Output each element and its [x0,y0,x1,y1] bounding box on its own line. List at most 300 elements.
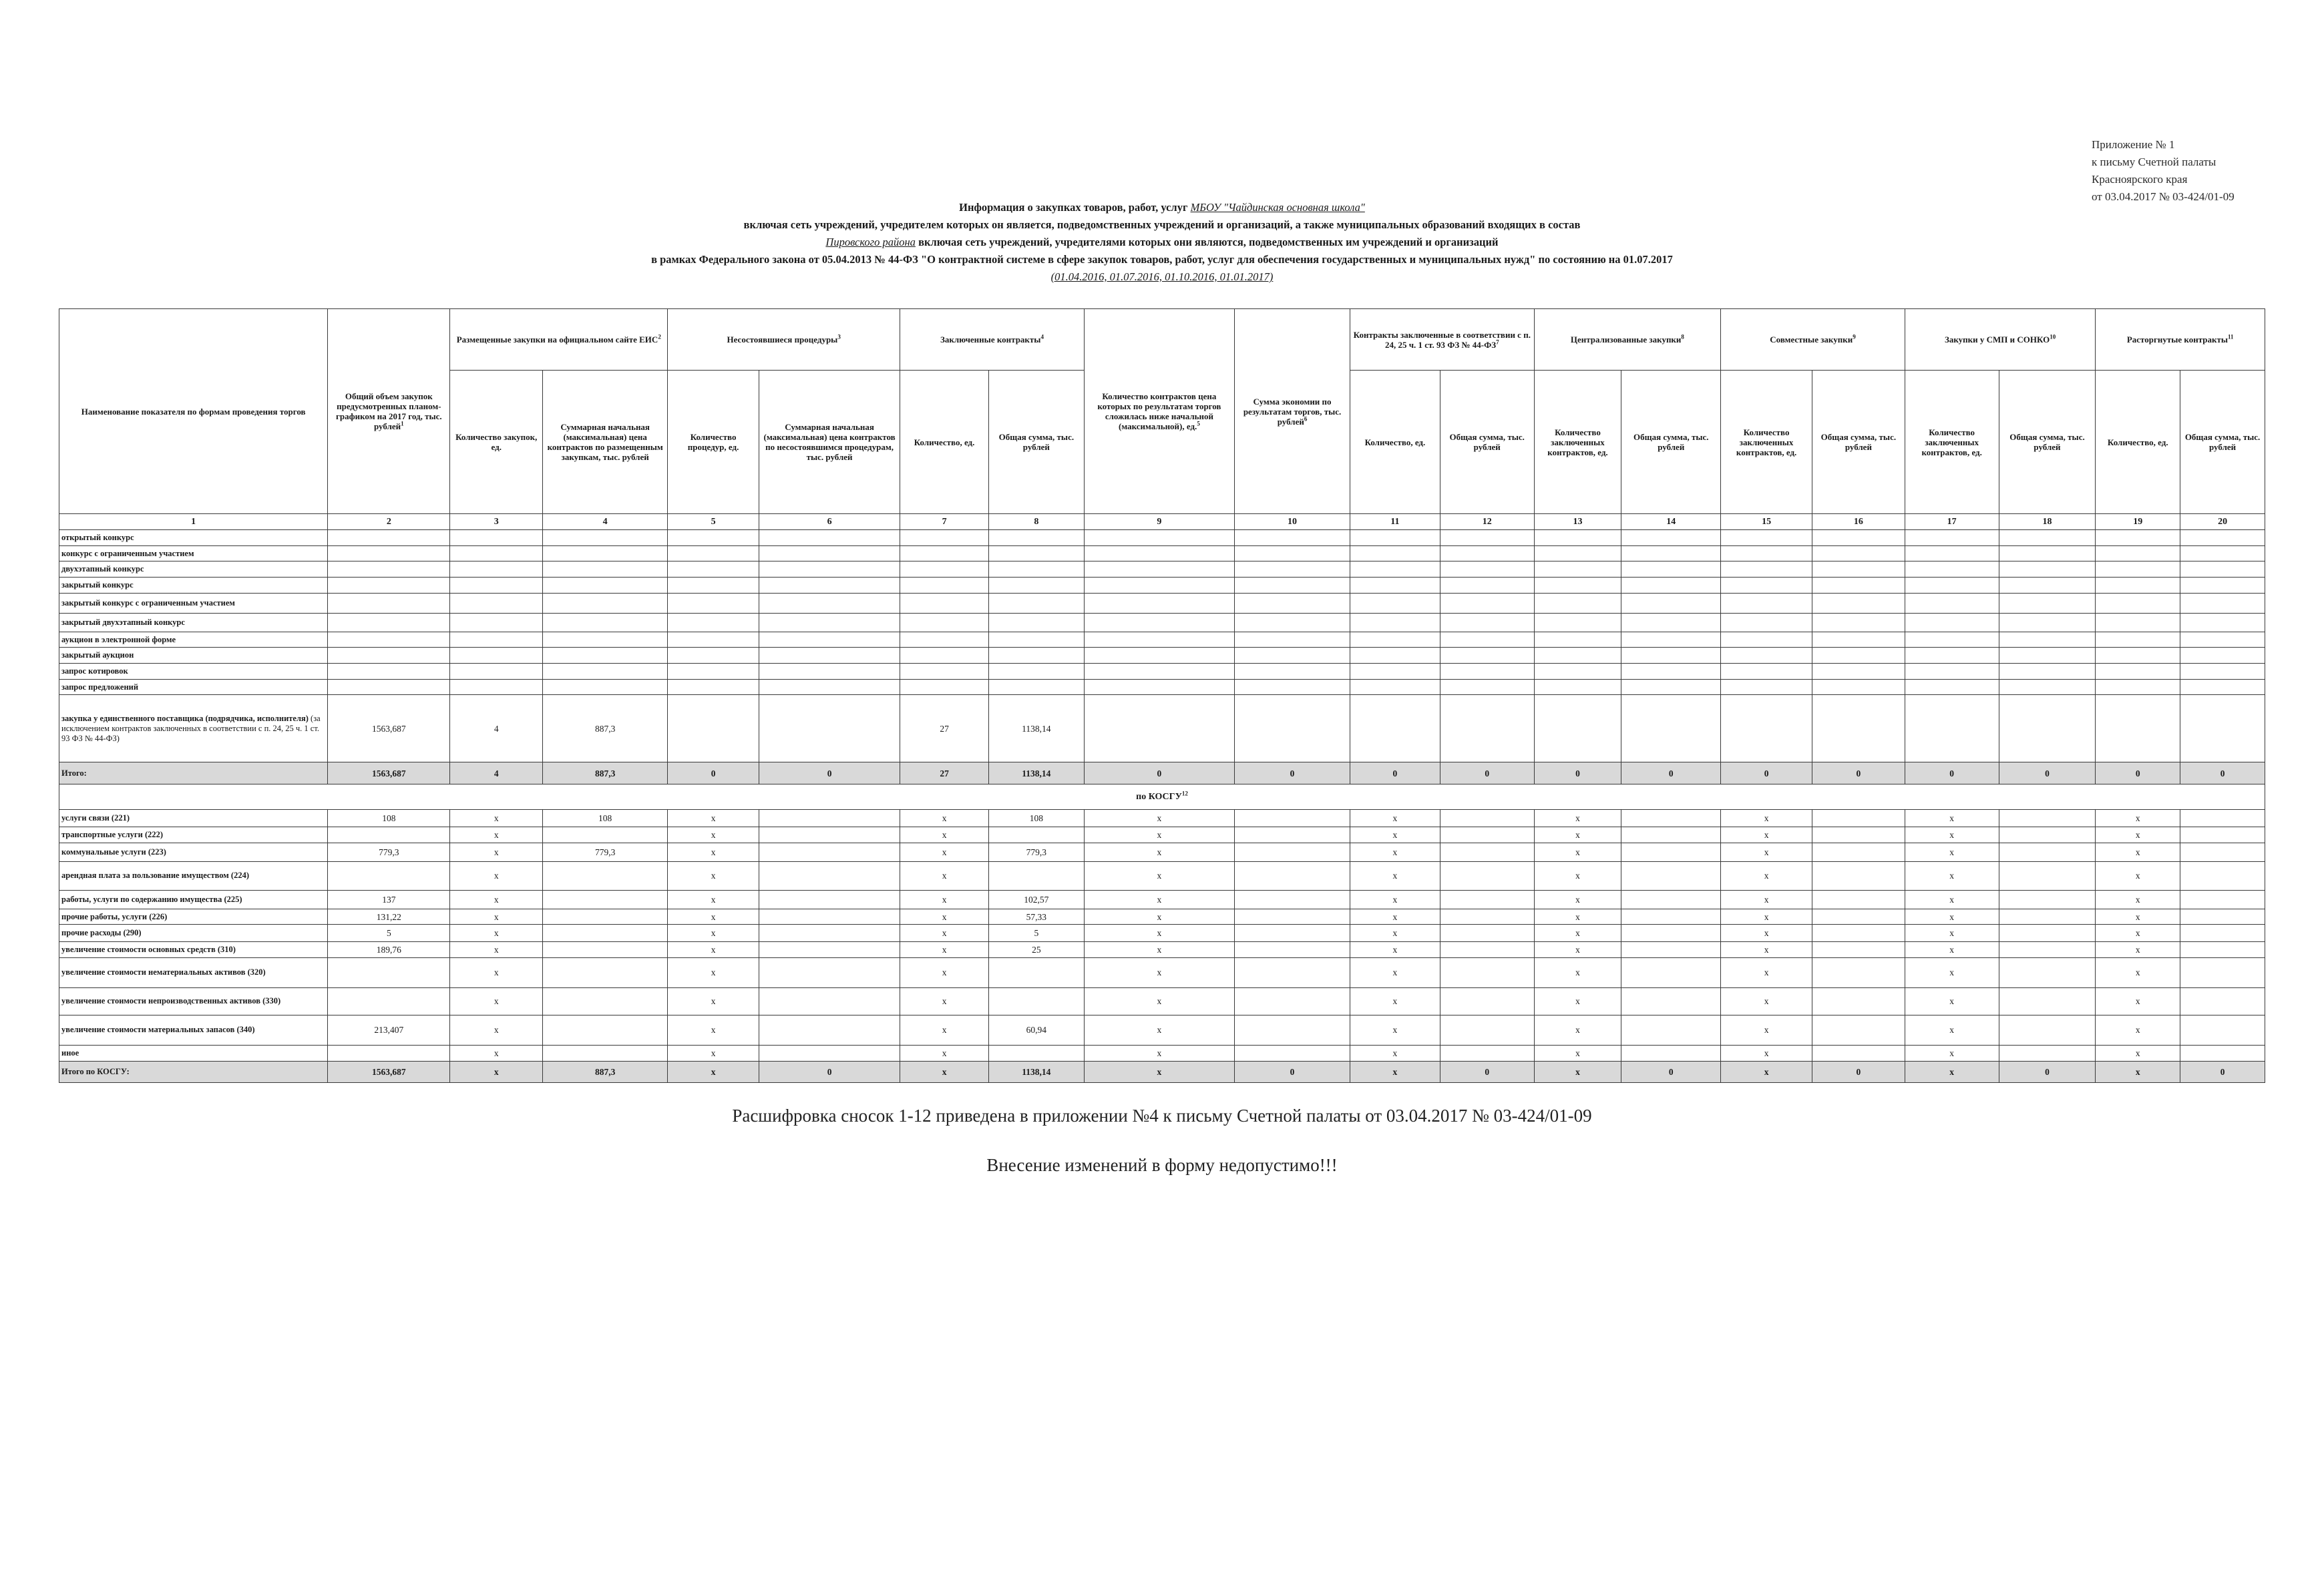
cell: x [1905,1015,1999,1045]
header-col-8: Общая сумма, тыс. рублей [988,371,1084,514]
total-label: Итого: [59,762,328,784]
cell [2180,561,2265,578]
cell [1812,988,1905,1015]
cell: x [450,810,543,827]
column-number: 20 [2180,514,2265,530]
header-col-15: Количество заключенных контрактов, ед. [1721,371,1812,514]
appendix-reference [2092,136,2312,206]
cell: x [1350,810,1440,827]
row-label: увеличение стоимости непроизводственных активов (330) [59,988,328,1015]
cell [2096,613,2180,632]
cell [759,664,900,680]
kosgu-rows [59,810,2265,1061]
cell [543,890,668,909]
cell [1440,593,1534,613]
cell [1235,695,1350,762]
table-row [59,561,2265,578]
cell [1440,664,1534,680]
single-supplier-label: закупка у единственного поставщика (подрядчика, исполнителя) (за исключением контрактов заключенных в соответствии с п. 24, 25 ч. 1 ст. 93 ФЗ № 44-ФЗ) [59,695,328,762]
cell [1350,679,1440,695]
cell: x [2096,925,2180,942]
cell [450,679,543,695]
organization-name: МБОУ "Чайдинская основная школа" [1190,201,1365,214]
header-col-17: Количество заключенных контрактов, ед. [1905,371,1999,514]
row-label: работы, услуги по содержанию имущества (225) [59,890,328,909]
title-line-3 [0,234,2324,251]
total-cell: 0 [1235,762,1350,784]
cell [668,613,759,632]
total-cell: 0 [1999,762,2096,784]
cell [1350,530,1440,546]
cell: x [668,827,759,843]
total-cell: 0 [1621,1061,1721,1082]
cell [1084,593,1234,613]
cell [328,561,450,578]
cell [668,561,759,578]
kosgu-section-label: по КОСГУ$^{12}$ [59,784,2265,810]
kosgu-section-row [59,784,2265,810]
cell [1440,578,1534,594]
cell [759,561,900,578]
cell: x [668,1045,759,1061]
row-label: прочие работы, услуги (226) [59,909,328,925]
cell [1721,545,1812,561]
cell [1350,648,1440,664]
cell [1812,827,1905,843]
header-col-6: Суммарная начальная (максимальная) цена контрактов по несостоявшимся процедурам, тыс. рублей [759,371,900,514]
cell: x [1534,1015,1621,1045]
cell: x [668,843,759,861]
total-cell: 887,3 [543,1061,668,1082]
cell: x [1721,1045,1812,1061]
cell: 5 [988,925,1084,942]
cell [759,942,900,958]
column-number: 3 [450,514,543,530]
cell [2180,593,2265,613]
cell: x [1534,861,1621,890]
cell [328,1045,450,1061]
column-number: 5 [668,514,759,530]
cell [543,664,668,680]
cell [1084,613,1234,632]
cell [2096,632,2180,648]
cell: x [1721,925,1812,942]
cell [2096,679,2180,695]
cell [1440,613,1534,632]
row-label: закрытый конкурс [59,578,328,594]
cell [759,679,900,695]
cell [328,530,450,546]
cell [1440,530,1534,546]
cell: 108 [988,810,1084,827]
cell: x [2096,827,2180,843]
cell: x [1084,827,1234,843]
cell: x [668,890,759,909]
total-cell: 0 [1812,762,1905,784]
total-cell: 0 [2180,1061,2265,1082]
cell [900,545,989,561]
cell [328,827,450,843]
cell: x [1084,843,1234,861]
region-name: Пировского района [825,236,916,248]
cell [1235,861,1350,890]
cell: 779,3 [988,843,1084,861]
cell: x [668,925,759,942]
cell [2096,545,2180,561]
row-label: конкурс с ограниченным участием [59,545,328,561]
total-cell: 0 [759,1061,900,1082]
column-number: 4 [543,514,668,530]
cell: x [1905,1045,1999,1061]
cell: x [668,942,759,958]
total-cell: 1138,14 [988,762,1084,784]
header-row-groups [59,309,2265,371]
appendix-line: от 03.04.2017 № 03-424/01-09 [2092,190,2235,203]
total-cell: 0 [668,762,759,784]
cell: x [668,861,759,890]
table-row [59,545,2265,561]
cell [543,578,668,594]
cell [1350,578,1440,594]
header-group-centralized: Централизованные закупки$^8$ [1534,309,1721,371]
cell [1440,545,1534,561]
cell [1621,1015,1721,1045]
cell: 137 [328,890,450,909]
cell [1235,578,1350,594]
cell [1440,827,1534,843]
cell [1621,648,1721,664]
cell: x [668,909,759,925]
cell [1721,530,1812,546]
cell [1905,578,1999,594]
cell: 1563,687 [328,695,450,762]
cell [1534,613,1621,632]
cell [2180,648,2265,664]
total-cell: 0 [1721,762,1812,784]
cell [2180,988,2265,1015]
cell [759,890,900,909]
cell: x [900,988,989,1015]
appendix-line: к письму Счетной палаты [2092,156,2216,168]
cell [1084,578,1234,594]
total-cell: x [1534,1061,1621,1082]
cell [759,843,900,861]
column-number: 17 [1905,514,1999,530]
total-cell: 0 [759,762,900,784]
cell: 25 [988,942,1084,958]
cell [1721,593,1812,613]
cell: x [900,827,989,843]
row-label: увеличение стоимости основных средств (310) [59,942,328,958]
cell: x [900,1015,989,1045]
cell: x [2096,1015,2180,1045]
cell: x [1350,942,1440,958]
cell [2180,890,2265,909]
cell: x [1350,957,1440,987]
cell [988,613,1084,632]
cell: x [1084,988,1234,1015]
cell: x [668,1015,759,1045]
header-group-eis: Размещенные закупки на официальном сайте ЕИС$^2$ [450,309,668,371]
cell [1905,679,1999,695]
total-cell: x [1084,1061,1234,1082]
cell [900,561,989,578]
cell: x [1534,843,1621,861]
cell [543,909,668,925]
cell [1235,942,1350,958]
total-cell: 887,3 [543,762,668,784]
cell: x [2096,843,2180,861]
total-cell: x [1905,1061,1999,1082]
cell [1235,632,1350,648]
kosgu-row [59,843,2265,861]
cell [759,988,900,1015]
cell [1235,827,1350,843]
cell [900,593,989,613]
cell [1812,545,1905,561]
cell: x [450,890,543,909]
column-number: 19 [2096,514,2180,530]
row-label: увеличение стоимости нематериальных активов (320) [59,957,328,987]
kosgu-row [59,925,2265,942]
header-col-12: Общая сумма, тыс. рублей [1440,371,1534,514]
cell [1621,861,1721,890]
cell [1534,648,1621,664]
cell [1999,1045,2096,1061]
cell [1999,613,2096,632]
cell [543,561,668,578]
cell [759,695,900,762]
kosgu-total-label: Итого по КОСГУ: [59,1061,328,1082]
cell [2096,578,2180,594]
cell [1084,632,1234,648]
cell [1905,561,1999,578]
cell [2096,695,2180,762]
cell [1905,530,1999,546]
cell [1084,695,1234,762]
cell [988,561,1084,578]
cell [1999,545,2096,561]
cell [668,679,759,695]
cell: x [1534,890,1621,909]
header-group-joint: Совместные закупки$^9$ [1721,309,1905,371]
cell [1350,613,1440,632]
cell: x [1084,890,1234,909]
kosgu-row [59,861,2265,890]
row-label: прочие расходы (290) [59,925,328,942]
cell [543,1015,668,1045]
cell [1999,530,2096,546]
cell [668,648,759,664]
cell [1621,593,1721,613]
cell [1621,632,1721,648]
cell: x [450,942,543,958]
cell [2180,810,2265,827]
cell [1350,664,1440,680]
cell: x [2096,890,2180,909]
cell: 1138,14 [988,695,1084,762]
cell [1812,648,1905,664]
cell [2096,648,2180,664]
cell [1084,545,1234,561]
cell: x [900,890,989,909]
cell [543,942,668,958]
column-number: 15 [1721,514,1812,530]
cell [1721,578,1812,594]
cell [543,593,668,613]
cell [1235,648,1350,664]
cell [450,545,543,561]
cell [543,827,668,843]
column-number: 10 [1235,514,1350,530]
cell [543,545,668,561]
cell [2180,1045,2265,1061]
cell [988,545,1084,561]
title-line-2: включая сеть учреждений, учредителем которых он является, подведомственных учреждений и организаций, а также муниципальных образований входящих в состав [743,218,1581,231]
cell: x [1721,890,1812,909]
cell [759,861,900,890]
cell [2180,613,2265,632]
total-cell: x [900,1061,989,1082]
column-number: 6 [759,514,900,530]
cell: x [1534,810,1621,827]
appendix-line: Красноярского края [2092,173,2188,186]
cell: x [668,810,759,827]
cell: x [1905,925,1999,942]
cell [2180,578,2265,594]
cell: x [1905,988,1999,1015]
header-group-failed: Несостоявшиеся процедуры$^3$ [668,309,900,371]
cell [900,679,989,695]
cell [543,988,668,1015]
total-row [59,762,2265,784]
kosgu-total-row [59,1061,2265,1082]
cell [1721,561,1812,578]
row-label: аукцион в электронной форме [59,632,328,648]
cell [1905,664,1999,680]
cell [988,957,1084,987]
cell: x [1350,988,1440,1015]
title-prefix: Информация о закупках товаров, работ, услуг [959,201,1188,214]
cell [1440,988,1534,1015]
header-col-16: Общая сумма, тыс. рублей [1812,371,1905,514]
cell [1084,648,1234,664]
cell [988,1045,1084,1061]
header-total-volume: Общий объем закупок предусмотренных планом-графиком на 2017 год, тыс. рублей$^1$ [328,309,450,514]
cell [1235,664,1350,680]
cell [328,988,450,1015]
header-col-5: Количество процедур, ед. [668,371,759,514]
cell [1812,890,1905,909]
cell [900,578,989,594]
column-number: 16 [1812,514,1905,530]
cell: x [1350,861,1440,890]
cell: x [1905,890,1999,909]
cell: x [1534,827,1621,843]
cell [1621,890,1721,909]
cell [2180,925,2265,942]
cell: x [1350,843,1440,861]
cell [759,648,900,664]
cell [759,632,900,648]
cell [1235,613,1350,632]
cell: x [2096,861,2180,890]
total-cell: x [450,1061,543,1082]
cell: x [2096,988,2180,1015]
header-col-20: Общая сумма, тыс. рублей [2180,371,2265,514]
cell [668,593,759,613]
cell: 108 [328,810,450,827]
cell [1534,632,1621,648]
cell: x [1350,827,1440,843]
cell: x [1721,827,1812,843]
cell [668,695,759,762]
cell: x [1350,890,1440,909]
cell [1621,578,1721,594]
cell [1621,942,1721,958]
cell: x [1350,909,1440,925]
cell [1999,957,2096,987]
cell: x [450,827,543,843]
cell [450,561,543,578]
cell: x [1350,925,1440,942]
cell [988,861,1084,890]
cell: 887,3 [543,695,668,762]
cell [1621,1045,1721,1061]
table-row [59,578,2265,594]
cell [1812,861,1905,890]
cell [2096,561,2180,578]
cell: x [1084,1015,1234,1045]
cell [1999,925,2096,942]
cell: 102,57 [988,890,1084,909]
cell: 108 [543,810,668,827]
cell [2180,695,2265,762]
cell: x [450,957,543,987]
total-cell: 0 [1350,762,1440,784]
cell [1721,679,1812,695]
cell [2180,1015,2265,1045]
cell: x [450,988,543,1015]
cell [1812,925,1905,942]
cell: x [1534,925,1621,942]
total-cell: x [1350,1061,1440,1082]
cell [1235,1045,1350,1061]
cell: 60,94 [988,1015,1084,1045]
cell: x [1721,909,1812,925]
total-cell: x [1721,1061,1812,1082]
cell [543,957,668,987]
footnotes-note: Расшифровка сносок 1-12 приведена в приложении №4 к письму Счетной палаты от 03.04.2017 № 03-424/01-09 [732,1106,1592,1126]
cell: 213,407 [328,1015,450,1045]
header-savings: Сумма экономии по результатам торгов, тыс. рублей$^6$ [1235,309,1350,514]
cell [2180,827,2265,843]
cell [2180,843,2265,861]
cell [900,530,989,546]
kosgu-row [59,909,2265,925]
cell [1621,810,1721,827]
header-col-18: Общая сумма, тыс. рублей [1999,371,2096,514]
cell [2180,909,2265,925]
row-label: запрос котировок [59,664,328,680]
cell [1999,988,2096,1015]
cell [759,530,900,546]
cell: 5 [328,925,450,942]
table-row [59,648,2265,664]
cell: x [1084,909,1234,925]
cell: x [900,957,989,987]
total-cell: 0 [2096,762,2180,784]
